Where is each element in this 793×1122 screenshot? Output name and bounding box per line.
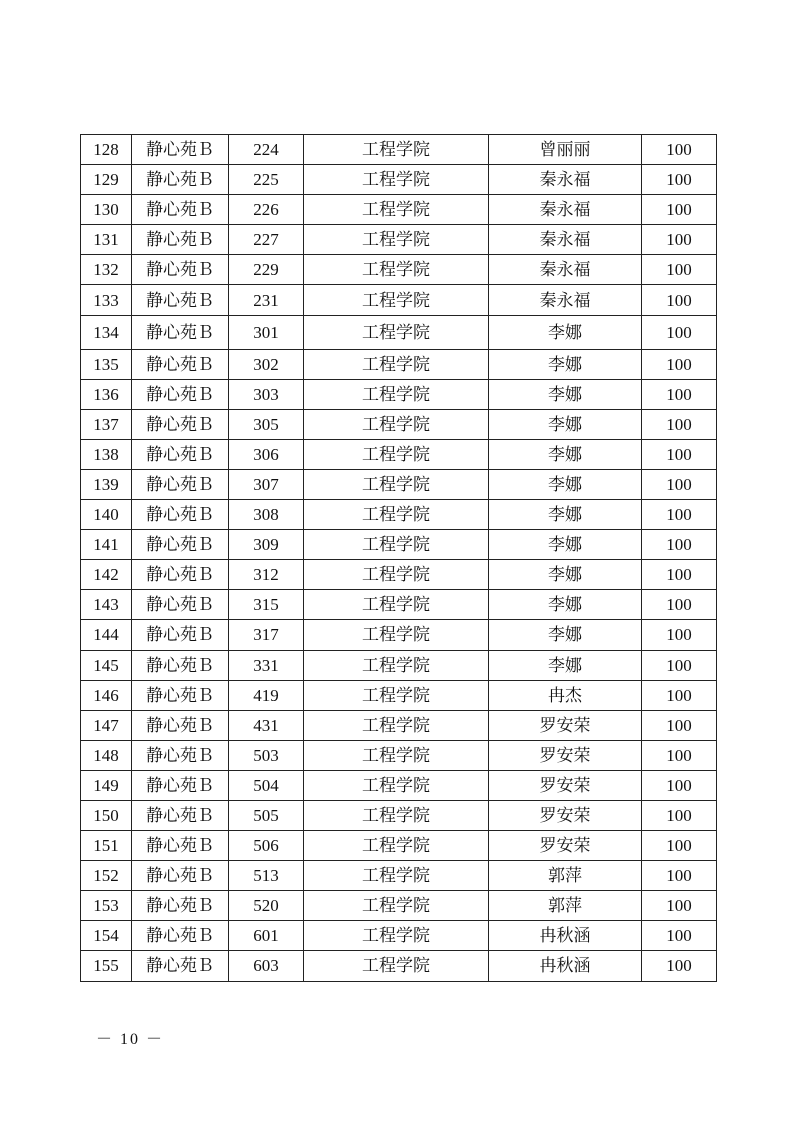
building-cell: 静心苑Ｂ xyxy=(132,349,229,379)
college-cell: 工程学院 xyxy=(304,409,489,439)
room-number-cell: 520 xyxy=(229,891,304,921)
person-name-cell: 秦永福 xyxy=(489,285,642,315)
room-number-cell: 317 xyxy=(229,620,304,650)
row-number-cell: 134 xyxy=(81,315,132,349)
person-name-cell: 李娜 xyxy=(489,349,642,379)
row-number-cell: 135 xyxy=(81,349,132,379)
table-row xyxy=(81,500,717,530)
score-cell: 100 xyxy=(642,740,717,770)
room-number-cell: 504 xyxy=(229,770,304,800)
building-cell: 静心苑Ｂ xyxy=(132,831,229,861)
college-cell: 工程学院 xyxy=(304,255,489,285)
person-name-cell: 李娜 xyxy=(489,409,642,439)
score-cell: 100 xyxy=(642,225,717,255)
person-name-cell: 秦永福 xyxy=(489,225,642,255)
score-cell: 100 xyxy=(642,500,717,530)
row-number-cell: 155 xyxy=(81,951,132,981)
row-number-cell: 142 xyxy=(81,560,132,590)
room-number-cell: 601 xyxy=(229,921,304,951)
table-row xyxy=(81,680,717,710)
person-name-cell: 罗安荣 xyxy=(489,831,642,861)
building-cell: 静心苑Ｂ xyxy=(132,891,229,921)
row-number-cell: 147 xyxy=(81,710,132,740)
row-number-cell: 151 xyxy=(81,831,132,861)
building-cell: 静心苑Ｂ xyxy=(132,620,229,650)
room-number-cell: 603 xyxy=(229,951,304,981)
college-cell: 工程学院 xyxy=(304,530,489,560)
college-cell: 工程学院 xyxy=(304,891,489,921)
table-body xyxy=(81,135,717,982)
score-cell: 100 xyxy=(642,469,717,499)
table-row xyxy=(81,285,717,315)
score-cell: 100 xyxy=(642,349,717,379)
college-cell: 工程学院 xyxy=(304,770,489,800)
college-cell: 工程学院 xyxy=(304,195,489,225)
college-cell: 工程学院 xyxy=(304,135,489,165)
building-cell: 静心苑Ｂ xyxy=(132,861,229,891)
person-name-cell: 李娜 xyxy=(489,379,642,409)
room-number-cell: 306 xyxy=(229,439,304,469)
table-row xyxy=(81,560,717,590)
person-name-cell: 曾丽丽 xyxy=(489,135,642,165)
table-row xyxy=(81,195,717,225)
score-cell: 100 xyxy=(642,560,717,590)
row-number-cell: 148 xyxy=(81,740,132,770)
room-number-cell: 301 xyxy=(229,315,304,349)
room-number-cell: 331 xyxy=(229,650,304,680)
score-cell: 100 xyxy=(642,921,717,951)
person-name-cell: 秦永福 xyxy=(489,195,642,225)
score-cell: 100 xyxy=(642,831,717,861)
college-cell: 工程学院 xyxy=(304,740,489,770)
table-row xyxy=(81,530,717,560)
row-number-cell: 133 xyxy=(81,285,132,315)
table-row xyxy=(81,439,717,469)
score-cell: 100 xyxy=(642,285,717,315)
room-number-cell: 513 xyxy=(229,861,304,891)
row-number-cell: 137 xyxy=(81,409,132,439)
row-number-cell: 139 xyxy=(81,469,132,499)
table-row xyxy=(81,590,717,620)
table-row xyxy=(81,135,717,165)
building-cell: 静心苑Ｂ xyxy=(132,315,229,349)
person-name-cell: 李娜 xyxy=(489,315,642,349)
building-cell: 静心苑Ｂ xyxy=(132,650,229,680)
building-cell: 静心苑Ｂ xyxy=(132,680,229,710)
room-number-cell: 224 xyxy=(229,135,304,165)
building-cell: 静心苑Ｂ xyxy=(132,590,229,620)
college-cell: 工程学院 xyxy=(304,315,489,349)
college-cell: 工程学院 xyxy=(304,560,489,590)
row-number-cell: 153 xyxy=(81,891,132,921)
person-name-cell: 李娜 xyxy=(489,560,642,590)
person-name-cell: 罗安荣 xyxy=(489,770,642,800)
table-row xyxy=(81,800,717,830)
score-cell: 100 xyxy=(642,135,717,165)
score-cell: 100 xyxy=(642,590,717,620)
score-cell: 100 xyxy=(642,620,717,650)
score-cell: 100 xyxy=(642,891,717,921)
room-number-cell: 505 xyxy=(229,800,304,830)
score-cell: 100 xyxy=(642,650,717,680)
score-cell: 100 xyxy=(642,439,717,469)
row-number-cell: 129 xyxy=(81,165,132,195)
college-cell: 工程学院 xyxy=(304,165,489,195)
person-name-cell: 李娜 xyxy=(489,650,642,680)
table-row xyxy=(81,225,717,255)
building-cell: 静心苑Ｂ xyxy=(132,951,229,981)
table-row xyxy=(81,921,717,951)
room-number-cell: 229 xyxy=(229,255,304,285)
person-name-cell: 李娜 xyxy=(489,439,642,469)
score-cell: 100 xyxy=(642,195,717,225)
room-number-cell: 305 xyxy=(229,409,304,439)
college-cell: 工程学院 xyxy=(304,620,489,650)
score-cell: 100 xyxy=(642,770,717,800)
table-row xyxy=(81,831,717,861)
table-row xyxy=(81,891,717,921)
college-cell: 工程学院 xyxy=(304,951,489,981)
row-number-cell: 145 xyxy=(81,650,132,680)
table-row xyxy=(81,409,717,439)
college-cell: 工程学院 xyxy=(304,500,489,530)
score-cell: 100 xyxy=(642,861,717,891)
row-number-cell: 132 xyxy=(81,255,132,285)
person-name-cell: 李娜 xyxy=(489,620,642,650)
score-cell: 100 xyxy=(642,800,717,830)
person-name-cell: 郭萍 xyxy=(489,891,642,921)
dormitory-score-table xyxy=(80,134,717,982)
person-name-cell: 罗安荣 xyxy=(489,710,642,740)
room-number-cell: 231 xyxy=(229,285,304,315)
college-cell: 工程学院 xyxy=(304,379,489,409)
building-cell: 静心苑Ｂ xyxy=(132,530,229,560)
row-number-cell: 128 xyxy=(81,135,132,165)
table-row xyxy=(81,951,717,981)
building-cell: 静心苑Ｂ xyxy=(132,439,229,469)
room-number-cell: 309 xyxy=(229,530,304,560)
page-number: － 10 － xyxy=(96,1031,165,1048)
room-number-cell: 506 xyxy=(229,831,304,861)
room-number-cell: 226 xyxy=(229,195,304,225)
table-row xyxy=(81,255,717,285)
table-row xyxy=(81,349,717,379)
row-number-cell: 152 xyxy=(81,861,132,891)
college-cell: 工程学院 xyxy=(304,285,489,315)
table-row xyxy=(81,861,717,891)
row-number-cell: 150 xyxy=(81,800,132,830)
score-cell: 100 xyxy=(642,165,717,195)
row-number-cell: 149 xyxy=(81,770,132,800)
college-cell: 工程学院 xyxy=(304,225,489,255)
row-number-cell: 138 xyxy=(81,439,132,469)
building-cell: 静心苑Ｂ xyxy=(132,740,229,770)
person-name-cell: 李娜 xyxy=(489,530,642,560)
room-number-cell: 312 xyxy=(229,560,304,590)
room-number-cell: 419 xyxy=(229,680,304,710)
room-number-cell: 431 xyxy=(229,710,304,740)
person-name-cell: 李娜 xyxy=(489,469,642,499)
building-cell: 静心苑Ｂ xyxy=(132,255,229,285)
building-cell: 静心苑Ｂ xyxy=(132,135,229,165)
score-cell: 100 xyxy=(642,379,717,409)
college-cell: 工程学院 xyxy=(304,710,489,740)
row-number-cell: 144 xyxy=(81,620,132,650)
college-cell: 工程学院 xyxy=(304,921,489,951)
row-number-cell: 143 xyxy=(81,590,132,620)
college-cell: 工程学院 xyxy=(304,650,489,680)
room-number-cell: 315 xyxy=(229,590,304,620)
building-cell: 静心苑Ｂ xyxy=(132,921,229,951)
room-number-cell: 307 xyxy=(229,469,304,499)
college-cell: 工程学院 xyxy=(304,680,489,710)
person-name-cell: 李娜 xyxy=(489,590,642,620)
row-number-cell: 154 xyxy=(81,921,132,951)
building-cell: 静心苑Ｂ xyxy=(132,165,229,195)
building-cell: 静心苑Ｂ xyxy=(132,500,229,530)
building-cell: 静心苑Ｂ xyxy=(132,560,229,590)
table-row xyxy=(81,740,717,770)
person-name-cell: 冉秋涵 xyxy=(489,951,642,981)
building-cell: 静心苑Ｂ xyxy=(132,195,229,225)
table-row xyxy=(81,379,717,409)
person-name-cell: 冉秋涵 xyxy=(489,921,642,951)
person-name-cell: 罗安荣 xyxy=(489,800,642,830)
table-row xyxy=(81,165,717,195)
college-cell: 工程学院 xyxy=(304,349,489,379)
person-name-cell: 罗安荣 xyxy=(489,740,642,770)
score-cell: 100 xyxy=(642,255,717,285)
building-cell: 静心苑Ｂ xyxy=(132,770,229,800)
score-cell: 100 xyxy=(642,680,717,710)
room-number-cell: 303 xyxy=(229,379,304,409)
score-cell: 100 xyxy=(642,710,717,740)
row-number-cell: 136 xyxy=(81,379,132,409)
room-number-cell: 308 xyxy=(229,500,304,530)
score-cell: 100 xyxy=(642,315,717,349)
building-cell: 静心苑Ｂ xyxy=(132,409,229,439)
college-cell: 工程学院 xyxy=(304,800,489,830)
row-number-cell: 146 xyxy=(81,680,132,710)
score-cell: 100 xyxy=(642,951,717,981)
table-row xyxy=(81,315,717,349)
building-cell: 静心苑Ｂ xyxy=(132,379,229,409)
building-cell: 静心苑Ｂ xyxy=(132,710,229,740)
score-cell: 100 xyxy=(642,530,717,560)
person-name-cell: 郭萍 xyxy=(489,861,642,891)
building-cell: 静心苑Ｂ xyxy=(132,800,229,830)
table-row xyxy=(81,770,717,800)
table-row xyxy=(81,710,717,740)
room-number-cell: 503 xyxy=(229,740,304,770)
college-cell: 工程学院 xyxy=(304,861,489,891)
row-number-cell: 141 xyxy=(81,530,132,560)
row-number-cell: 140 xyxy=(81,500,132,530)
room-number-cell: 227 xyxy=(229,225,304,255)
building-cell: 静心苑Ｂ xyxy=(132,469,229,499)
room-number-cell: 225 xyxy=(229,165,304,195)
person-name-cell: 秦永福 xyxy=(489,255,642,285)
table-row xyxy=(81,469,717,499)
person-name-cell: 秦永福 xyxy=(489,165,642,195)
college-cell: 工程学院 xyxy=(304,469,489,499)
college-cell: 工程学院 xyxy=(304,831,489,861)
building-cell: 静心苑Ｂ xyxy=(132,285,229,315)
score-cell: 100 xyxy=(642,409,717,439)
college-cell: 工程学院 xyxy=(304,590,489,620)
row-number-cell: 130 xyxy=(81,195,132,225)
room-number-cell: 302 xyxy=(229,349,304,379)
person-name-cell: 李娜 xyxy=(489,500,642,530)
college-cell: 工程学院 xyxy=(304,439,489,469)
building-cell: 静心苑Ｂ xyxy=(132,225,229,255)
table-row xyxy=(81,620,717,650)
table-row xyxy=(81,650,717,680)
person-name-cell: 冉杰 xyxy=(489,680,642,710)
row-number-cell: 131 xyxy=(81,225,132,255)
